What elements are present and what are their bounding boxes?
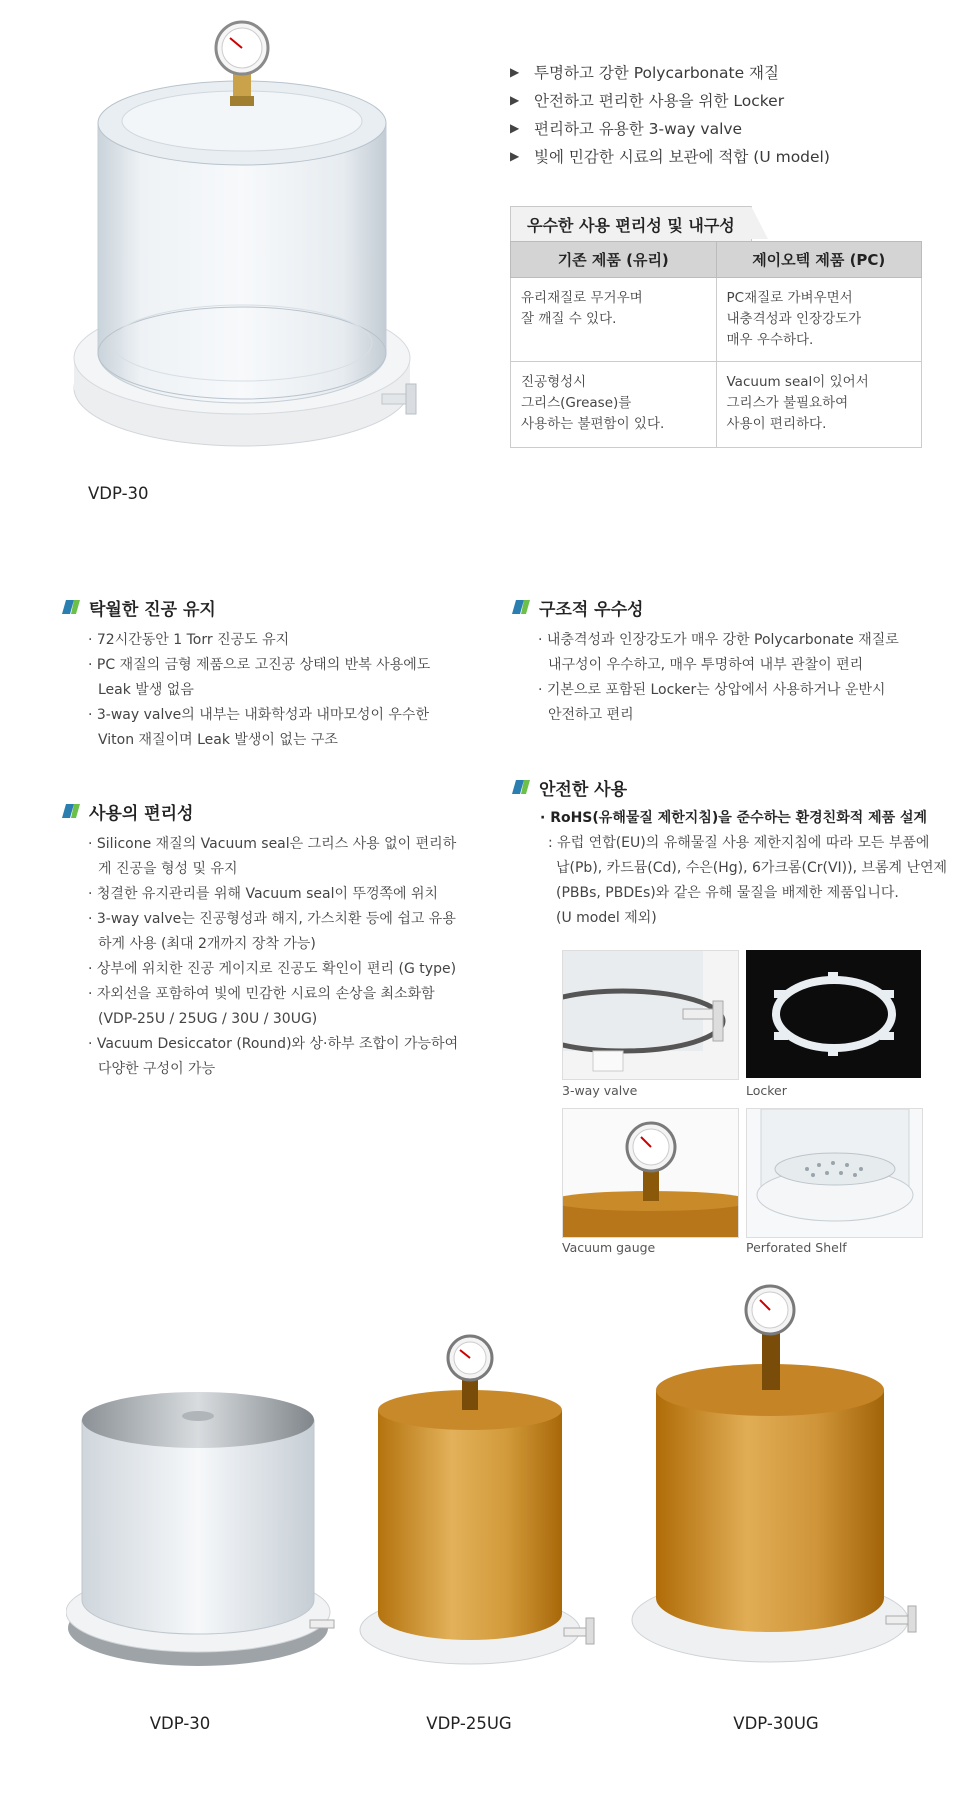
column-header: 제이오텍 제품 (PC) [716, 242, 922, 278]
product-image-vdp-30ug [630, 1280, 930, 1670]
comparison-tab-title: 우수한 사용 편리성 및 내구성 [510, 206, 752, 241]
comparison-table [510, 241, 922, 448]
top-product-image [70, 18, 430, 478]
product-label: VDP-25UG [426, 1714, 512, 1733]
section-marker-icon [62, 804, 80, 818]
safety-description: : 유럽 연합(EU)의 유해물질 사용 제한지침에 따라 모든 부품에 납(Pb), 카드뮴(Cd), 수은(Hg), 6가크롬(Cr(VI)), 브롬계 난연제 (PBBs, PBDEs)와 같은 유해 물질을 배제한 제품입니다. (U model 제외) [548, 835, 948, 926]
section-title: 탁월한 진공 유지 [62, 596, 482, 618]
product-image-vdp-30 [66, 1380, 346, 1670]
section-structure [512, 596, 952, 728]
column-header: 기존 제품 (유리) [511, 242, 717, 278]
feature-item: ▶ 빛에 민감한 시료의 보관에 적합 (U model) [510, 148, 830, 166]
thumbnail-vacuum-gauge [562, 1108, 739, 1238]
list-item: · PC 재질의 금형 제품으로 고진공 상태의 반복 사용에도 Leak 발생 없음 [88, 657, 431, 698]
comparison-table-block [510, 206, 922, 448]
thumbnail-caption: 3-way valve [562, 1083, 638, 1098]
feature-item: ▶ 편리하고 유용한 3-way valve [510, 120, 743, 138]
top-product-label: VDP-30 [88, 484, 149, 503]
feature-list [510, 58, 950, 170]
product-label: VDP-30 [149, 1714, 211, 1733]
table-cell: PC재질로 가벼우면서 내충격성과 인장강도가 매우 우수하다. [716, 278, 922, 362]
thumbnail-locker [746, 950, 921, 1078]
list-item: · 자외선을 포함하여 빛에 민감한 시료의 손상을 최소화함 (VDP-25U / 25UG / 30U / 30UG) [88, 986, 435, 1027]
section-marker-icon [62, 600, 80, 614]
list-item: · Vacuum Desiccator (Round)와 상·하부 조합이 가능하여 다양한 구성이 가능 [88, 1036, 459, 1077]
section-title: 구조적 우수성 [512, 596, 952, 618]
table-cell: Vacuum seal이 있어서 그리스가 불필요하여 사용이 편리하다. [716, 362, 922, 448]
list-item: · 내충격성과 인장강도가 매우 강한 Polycarbonate 재질로 내구성이 우수하고, 매우 투명하여 내부 관찰이 편리 [538, 632, 899, 673]
section-marker-icon [512, 600, 530, 614]
section-marker-icon [512, 780, 530, 794]
section-title: 사용의 편리성 [62, 800, 482, 822]
list-item: · 상부에 위치한 진공 게이지로 진공도 확인이 편리 (G type) [88, 961, 457, 977]
product-label: VDP-30UG [733, 1714, 819, 1733]
thumbnail-caption: Vacuum gauge [562, 1240, 656, 1255]
section-vacuum [62, 596, 482, 753]
feature-item: ▶ 투명하고 강한 Polycarbonate 재질 [510, 64, 779, 82]
thumbnail-perforated-shelf [746, 1108, 923, 1238]
list-item: · 72시간동안 1 Torr 진공도 유지 [88, 632, 290, 648]
list-item: · 청결한 유지관리를 위해 Vacuum seal이 뚜껑쪽에 위치 [88, 886, 439, 902]
list-item: · 기본으로 포함된 Locker는 상압에서 사용하거나 운반시 안전하고 편리 [538, 682, 886, 723]
feature-item: ▶ 안전하고 편리한 사용을 위한 Locker [510, 92, 785, 110]
triangle-bullet-icon: ▶ [510, 65, 520, 79]
triangle-bullet-icon: ▶ [510, 121, 520, 135]
list-item: · Silicone 재질의 Vacuum seal은 그리스 사용 없이 편리하 게 진공을 형성 및 유지 [88, 836, 457, 877]
triangle-bullet-icon: ▶ [510, 93, 520, 107]
product-image-vdp-25ug [358, 1330, 608, 1670]
section-safety [512, 776, 962, 931]
safety-subtitle: · RoHS(유해물질 제한지침)을 준수하는 환경친화적 제품 설계 [540, 810, 928, 826]
thumbnail-3way-valve [562, 950, 739, 1080]
section-convenience [62, 800, 482, 1082]
thumbnail-caption: Locker [746, 1083, 787, 1098]
thumbnail-caption: Perforated Shelf [746, 1240, 847, 1255]
table-cell: 진공형성시 그리스(Grease)를 사용하는 불편함이 있다. [511, 362, 717, 448]
list-item: · 3-way valve는 진공형성과 해지, 가스치환 등에 쉽고 유용 하게 사용 (최대 2개까지 장착 가능) [88, 911, 456, 952]
table-cell: 유리재질로 무거우며 잘 깨질 수 있다. [511, 278, 717, 362]
list-item: · 3-way valve의 내부는 내화학성과 내마모성이 우수한 Viton 재질이며 Leak 발생이 없는 구조 [88, 707, 429, 748]
triangle-bullet-icon: ▶ [510, 149, 520, 163]
section-title: 안전한 사용 [512, 776, 962, 798]
